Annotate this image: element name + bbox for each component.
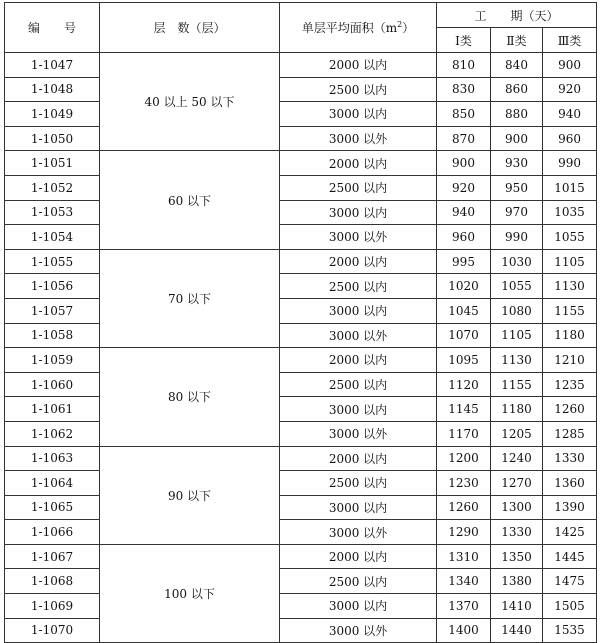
header-area-close: ）	[402, 21, 415, 35]
row-class-2-days: 1380	[491, 569, 543, 594]
row-class-1-days: 850	[437, 102, 491, 127]
table-row	[5, 348, 597, 373]
table-row	[5, 225, 597, 250]
row-class-3-days: 1260	[543, 397, 597, 422]
row-area: 3000 以内	[280, 495, 437, 520]
row-class-1-days: 1070	[437, 323, 491, 348]
header-area-superscript: 2	[397, 20, 403, 29]
header-floors: 层 数（层）	[100, 3, 280, 53]
row-class-1-days: 1045	[437, 298, 491, 323]
row-area: 2500 以内	[280, 372, 437, 397]
row-class-3-days: 1505	[543, 594, 597, 619]
row-class-3-days: 1390	[543, 495, 597, 520]
row-class-2-days: 1105	[491, 323, 543, 348]
row-class-1-days: 1260	[437, 495, 491, 520]
row-area: 3000 以内	[280, 298, 437, 323]
row-class-1-days: 1200	[437, 446, 491, 471]
row-code: 1-1054	[5, 225, 100, 250]
table-row	[5, 175, 597, 200]
row-class-1-days: 900	[437, 151, 491, 176]
row-class-3-days: 1130	[543, 274, 597, 299]
row-class-1-days: 1020	[437, 274, 491, 299]
row-class-2-days: 1155	[491, 372, 543, 397]
row-code: 1-1049	[5, 102, 100, 127]
header-class-2: Ⅱ类	[491, 28, 543, 53]
table-row	[5, 274, 597, 299]
row-class-1-days: 940	[437, 200, 491, 225]
row-class-2-days: 1300	[491, 495, 543, 520]
row-class-1-days: 870	[437, 126, 491, 151]
table-row	[5, 298, 597, 323]
row-code: 1-1067	[5, 544, 100, 569]
row-class-2-days: 950	[491, 175, 543, 200]
row-area: 3000 以外	[280, 323, 437, 348]
row-class-3-days: 1055	[543, 225, 597, 250]
row-class-2-days: 860	[491, 77, 543, 102]
row-class-1-days: 1170	[437, 421, 491, 446]
row-code: 1-1050	[5, 126, 100, 151]
row-class-3-days: 920	[543, 77, 597, 102]
table-row	[5, 151, 597, 176]
row-area: 2000 以内	[280, 544, 437, 569]
row-class-3-days: 960	[543, 126, 597, 151]
table-header	[5, 3, 597, 53]
row-class-2-days: 840	[491, 53, 543, 78]
row-area: 2000 以内	[280, 446, 437, 471]
header-class-3: Ⅲ类	[543, 28, 597, 53]
construction-period-table	[4, 2, 597, 643]
row-area: 3000 以外	[280, 225, 437, 250]
row-code: 1-1047	[5, 53, 100, 78]
row-area: 2500 以内	[280, 471, 437, 496]
floors-group-cell: 80 以下	[100, 348, 280, 446]
row-class-3-days: 1155	[543, 298, 597, 323]
row-area: 3000 以外	[280, 126, 437, 151]
row-code: 1-1056	[5, 274, 100, 299]
row-code: 1-1057	[5, 298, 100, 323]
row-class-2-days: 930	[491, 151, 543, 176]
table-row	[5, 544, 597, 569]
row-area: 3000 以外	[280, 618, 437, 643]
table-row	[5, 594, 597, 619]
row-class-3-days: 1425	[543, 520, 597, 545]
row-class-1-days: 1145	[437, 397, 491, 422]
row-code: 1-1065	[5, 495, 100, 520]
table-row	[5, 520, 597, 545]
row-area: 2000 以内	[280, 249, 437, 274]
header-area	[280, 3, 437, 53]
row-class-3-days: 900	[543, 53, 597, 78]
row-code: 1-1060	[5, 372, 100, 397]
row-class-1-days: 1310	[437, 544, 491, 569]
floors-group-cell: 90 以下	[100, 446, 280, 544]
row-area: 2000 以内	[280, 151, 437, 176]
table-row	[5, 618, 597, 643]
row-area: 2500 以内	[280, 274, 437, 299]
row-area: 3000 以内	[280, 200, 437, 225]
row-class-3-days: 1180	[543, 323, 597, 348]
row-area: 2500 以内	[280, 77, 437, 102]
row-class-3-days: 1475	[543, 569, 597, 594]
row-class-1-days: 810	[437, 53, 491, 78]
table-row	[5, 200, 597, 225]
row-code: 1-1069	[5, 594, 100, 619]
row-class-2-days: 1030	[491, 249, 543, 274]
row-class-2-days: 1055	[491, 274, 543, 299]
table-row	[5, 126, 597, 151]
table-row	[5, 471, 597, 496]
row-code: 1-1055	[5, 249, 100, 274]
row-class-3-days: 990	[543, 151, 597, 176]
row-class-2-days: 900	[491, 126, 543, 151]
row-class-2-days: 990	[491, 225, 543, 250]
header-area-text: 单层平均面积（m	[301, 21, 398, 35]
row-area: 3000 以内	[280, 397, 437, 422]
row-class-2-days: 1440	[491, 618, 543, 643]
table-row	[5, 372, 597, 397]
table-row	[5, 397, 597, 422]
table-row	[5, 569, 597, 594]
table-row	[5, 495, 597, 520]
row-area: 2500 以内	[280, 569, 437, 594]
row-code: 1-1052	[5, 175, 100, 200]
table-row	[5, 421, 597, 446]
row-area: 2000 以内	[280, 348, 437, 373]
row-class-2-days: 1205	[491, 421, 543, 446]
row-class-1-days: 1120	[437, 372, 491, 397]
row-class-3-days: 1360	[543, 471, 597, 496]
row-class-1-days: 1370	[437, 594, 491, 619]
table-body	[5, 53, 597, 643]
row-area: 3000 以内	[280, 594, 437, 619]
row-class-2-days: 1240	[491, 446, 543, 471]
row-class-2-days: 1410	[491, 594, 543, 619]
row-class-1-days: 920	[437, 175, 491, 200]
row-area: 2500 以内	[280, 175, 437, 200]
row-code: 1-1061	[5, 397, 100, 422]
table-row	[5, 249, 597, 274]
row-class-3-days: 1445	[543, 544, 597, 569]
table-row	[5, 77, 597, 102]
row-class-2-days: 1350	[491, 544, 543, 569]
floors-group-cell: 40 以上 50 以下	[100, 53, 280, 151]
row-code: 1-1070	[5, 618, 100, 643]
row-code: 1-1064	[5, 471, 100, 496]
table-row	[5, 446, 597, 471]
table-row	[5, 323, 597, 348]
row-code: 1-1068	[5, 569, 100, 594]
row-class-3-days: 1105	[543, 249, 597, 274]
row-class-2-days: 1270	[491, 471, 543, 496]
row-class-3-days: 1235	[543, 372, 597, 397]
row-class-1-days: 960	[437, 225, 491, 250]
row-class-2-days: 970	[491, 200, 543, 225]
row-class-2-days: 880	[491, 102, 543, 127]
table-row	[5, 53, 597, 78]
row-code: 1-1053	[5, 200, 100, 225]
header-class-1: Ⅰ类	[437, 28, 491, 53]
header-row-1	[5, 3, 597, 28]
row-class-2-days: 1080	[491, 298, 543, 323]
row-code: 1-1062	[5, 421, 100, 446]
row-class-2-days: 1330	[491, 520, 543, 545]
row-class-2-days: 1180	[491, 397, 543, 422]
row-class-2-days: 1130	[491, 348, 543, 373]
row-code: 1-1066	[5, 520, 100, 545]
row-class-3-days: 1330	[543, 446, 597, 471]
row-class-1-days: 1340	[437, 569, 491, 594]
row-area: 2000 以内	[280, 53, 437, 78]
row-code: 1-1051	[5, 151, 100, 176]
header-period: 工 期（天）	[437, 3, 597, 28]
table-row	[5, 102, 597, 127]
row-class-1-days: 1290	[437, 520, 491, 545]
row-class-3-days: 1035	[543, 200, 597, 225]
row-code: 1-1063	[5, 446, 100, 471]
row-code: 1-1059	[5, 348, 100, 373]
row-class-1-days: 830	[437, 77, 491, 102]
row-class-3-days: 940	[543, 102, 597, 127]
header-code: 编 号	[5, 3, 100, 53]
row-area: 3000 以外	[280, 520, 437, 545]
row-code: 1-1058	[5, 323, 100, 348]
floors-group-cell: 70 以下	[100, 249, 280, 347]
floors-group-cell: 100 以下	[100, 544, 280, 642]
row-code: 1-1048	[5, 77, 100, 102]
row-class-3-days: 1015	[543, 175, 597, 200]
row-area: 3000 以外	[280, 421, 437, 446]
row-area: 3000 以内	[280, 102, 437, 127]
row-class-1-days: 1400	[437, 618, 491, 643]
row-class-1-days: 995	[437, 249, 491, 274]
row-class-3-days: 1535	[543, 618, 597, 643]
row-class-3-days: 1210	[543, 348, 597, 373]
floors-group-cell: 60 以下	[100, 151, 280, 249]
row-class-3-days: 1285	[543, 421, 597, 446]
row-class-1-days: 1095	[437, 348, 491, 373]
row-class-1-days: 1230	[437, 471, 491, 496]
